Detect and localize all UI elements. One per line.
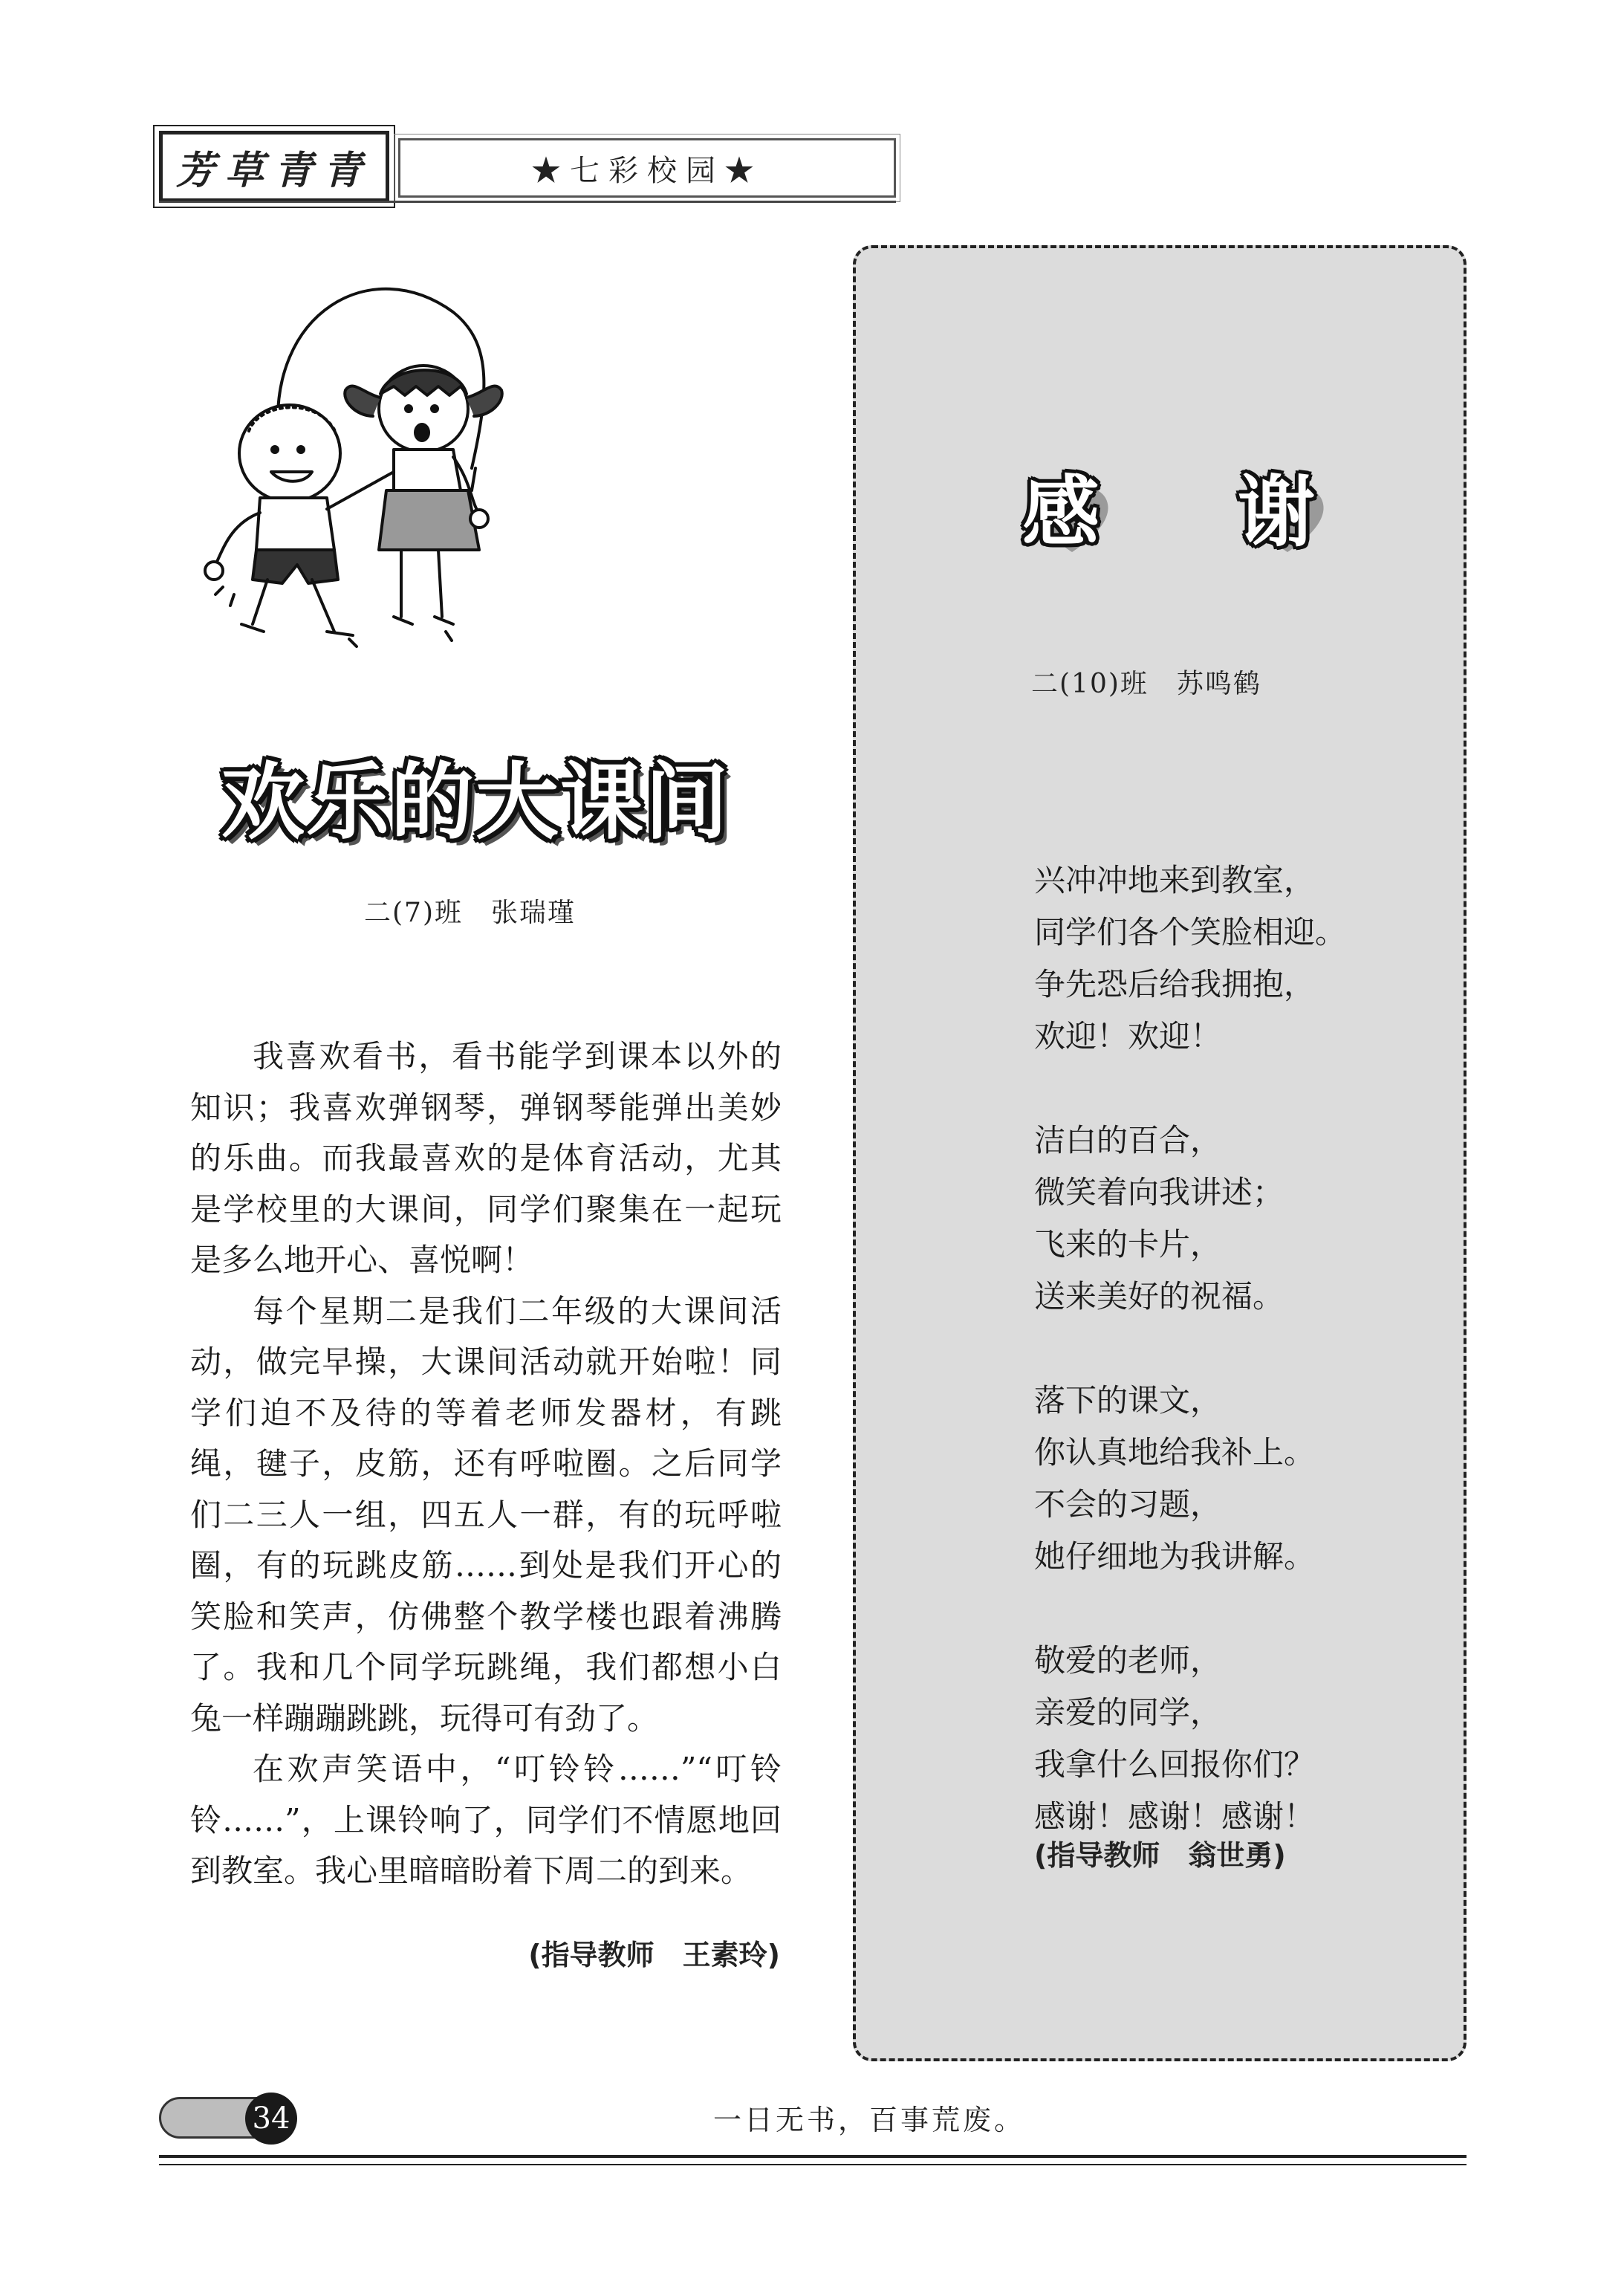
poem-line: 争先恐后给我拥抱， — [1034, 966, 1316, 1002]
poem-title-char: 谢 — [1217, 453, 1336, 557]
poem-line: 不会的习题， — [1034, 1486, 1222, 1523]
footer-rule — [159, 2164, 1467, 2165]
poem-byline: 二(10)班 苏鸣鹤 — [1031, 669, 1261, 699]
poem-line: 我拿什么回报你们？ — [1034, 1746, 1316, 1783]
magazine-brand: 芳草青青 — [159, 131, 389, 202]
article-body — [190, 1031, 782, 1897]
section-title: ★七彩校园★ — [398, 138, 896, 198]
poem-line: 亲爱的同学， — [1034, 1694, 1222, 1731]
poem-line: 微笑着向我讲述； — [1034, 1174, 1284, 1210]
page-number: 34 — [245, 2093, 297, 2145]
poem-stanza — [1034, 1375, 1450, 1583]
poem-title — [1001, 453, 1336, 557]
article-title: 欢乐的大课间 — [221, 754, 730, 851]
poem-line: 她仔细地为我讲解。 — [1034, 1538, 1316, 1575]
footer-motto: 一日无书，百事荒废。 — [713, 2104, 1026, 2136]
poem-line: 感谢！感谢！感谢！ — [1034, 1798, 1316, 1835]
article-paragraph: 我喜欢看书，看书能学到课本以外的知识；我喜欢弹钢琴，弹钢琴能弹出美妙的乐曲。而我最喜欢的是体育活动，尤其是学校里的大课间，同学们聚集在一起玩是多么地开心、喜悦啊！ — [190, 1038, 782, 1278]
poem-title-char: 感 — [1001, 453, 1120, 557]
footer-rule — [159, 2155, 1467, 2158]
poem-line: 兴冲冲地来到教室， — [1034, 862, 1316, 898]
poem-stanza — [1034, 1635, 1450, 1843]
poem-stanza — [1034, 855, 1450, 1063]
poem-line: 送来美好的祝福。 — [1034, 1278, 1284, 1315]
poem-line: 你认真地给我补上。 — [1034, 1434, 1316, 1471]
article-teacher-credit: (指导教师 王素玲) — [528, 1939, 780, 1971]
article-paragraph: 每个星期二是我们二年级的大课间活动，做完早操，大课间活动就开始啦！同学们迫不及待的等着老师发器材，有跳绳，毽子，皮筋，还有呼啦圈。之后同学们二三人一组，四五人一群，有的玩呼啦圈，有的玩跳皮筋……到处是我们开心的笑脸和笑声，仿佛整个教学楼也跟着沸腾了。我和几个同学玩跳绳，我们都想小白兔一样蹦蹦跳跳，玩得可有劲了。 — [190, 1292, 782, 1737]
poem-teacher-credit: (指导教师 翁世勇) — [1034, 1839, 1286, 1872]
article-paragraph: 在欢声笑语中，“叮铃铃……”“叮铃铃……”，上课铃响了，同学们不情愿地回到教室。我心里暗暗盼着下周二的到来。 — [190, 1751, 782, 1889]
children-jump-rope-illustration — [178, 268, 565, 684]
poem-body — [1034, 855, 1450, 1895]
poem-line: 欢迎！欢迎！ — [1034, 1018, 1222, 1054]
header-rule — [159, 201, 896, 203]
poem-line: 同学们各个笑脸相迎。 — [1034, 914, 1347, 950]
poem-line: 飞来的卡片， — [1034, 1226, 1222, 1262]
poem-stanza — [1034, 1115, 1450, 1323]
poem-line: 敬爱的老师， — [1034, 1642, 1222, 1679]
poem-line: 落下的课文， — [1034, 1382, 1222, 1419]
article-byline: 二(7)班 张瑞瑾 — [364, 898, 576, 928]
poem-line: 洁白的百合， — [1034, 1122, 1222, 1158]
